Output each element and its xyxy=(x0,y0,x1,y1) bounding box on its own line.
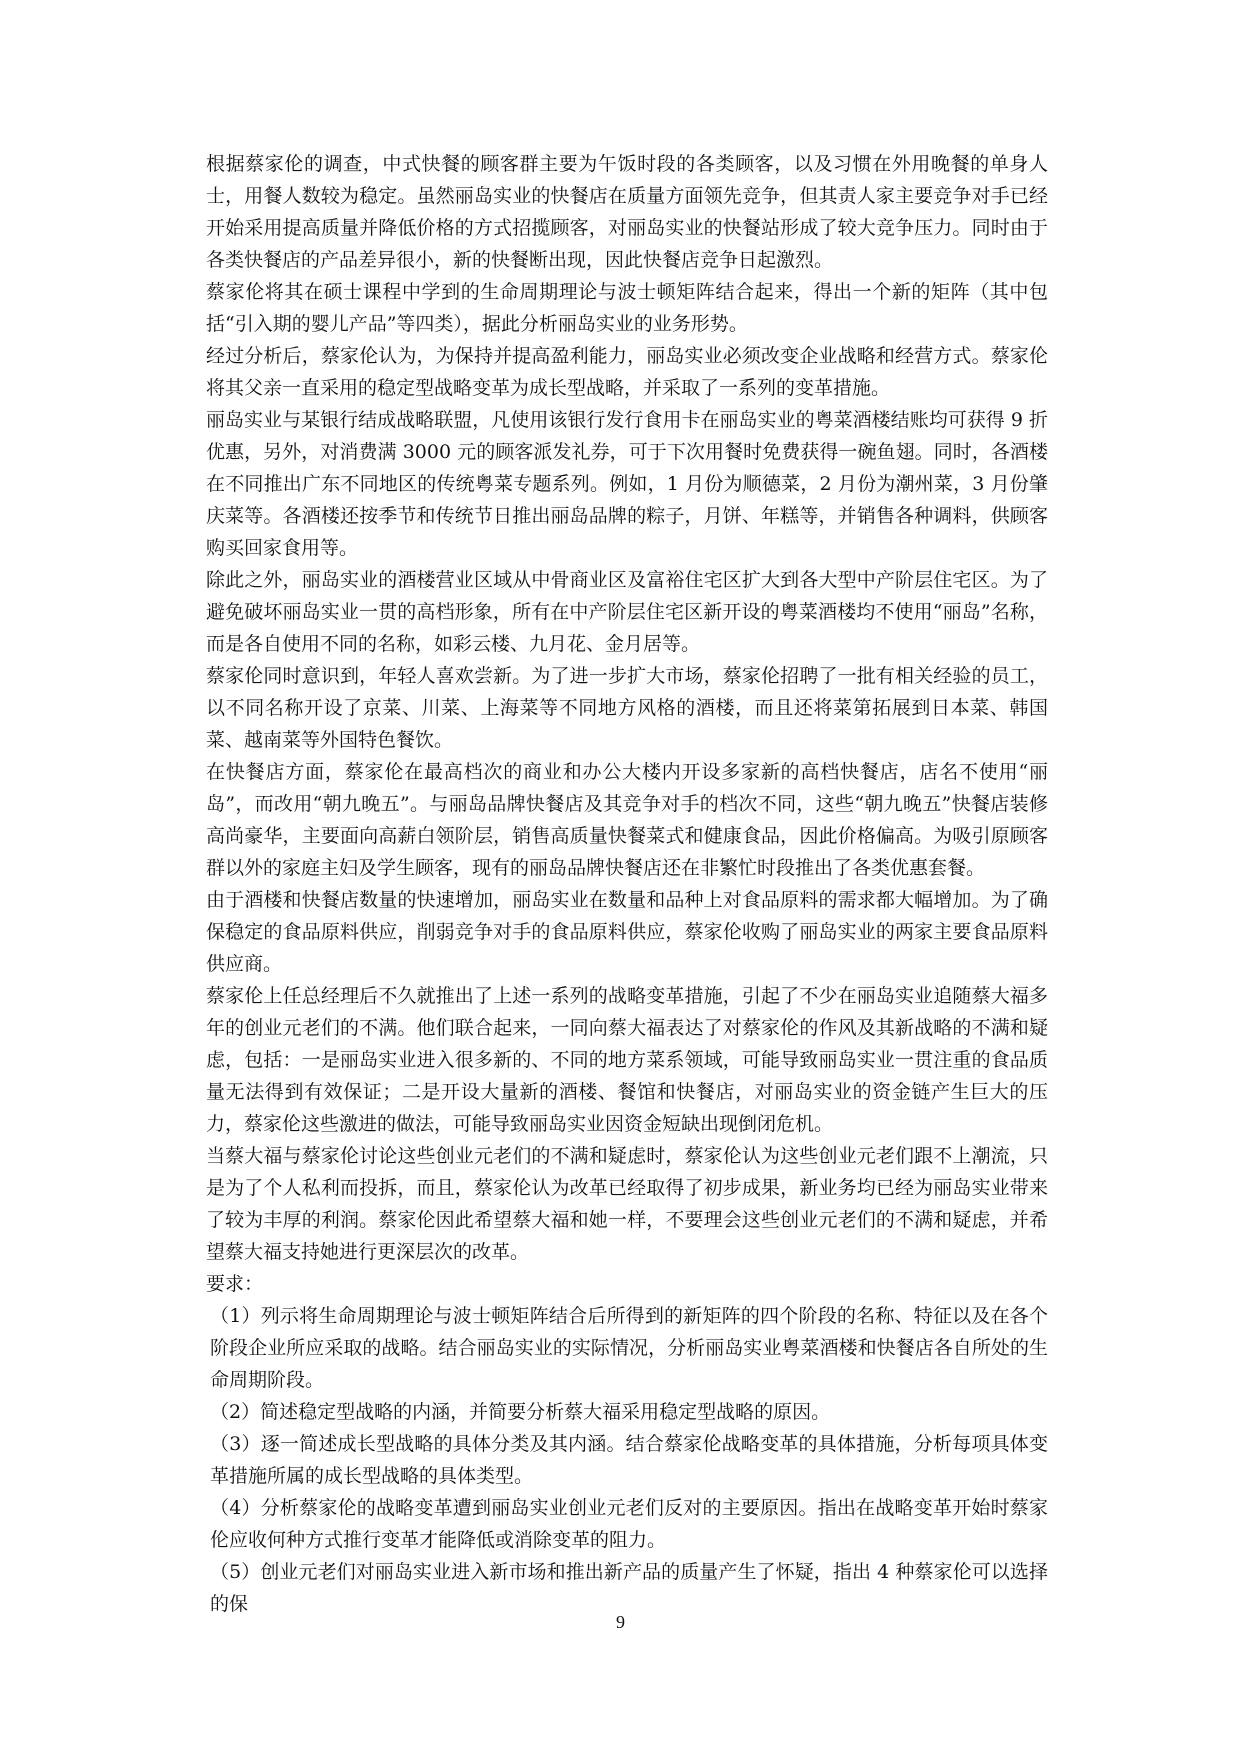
paragraph-new-cuisines: 蔡家伦同时意识到，年轻人喜欢尝新。为了进一步扩大市场，蔡家伦招聘了一批有相关经验的员工，以不同名称开设了京菜、川菜、上海菜等不同地方风格的酒楼，而且还将菜第拓展到日本菜、韩国菜、越南菜等外国特色餐饮。 xyxy=(206,665,1048,751)
paragraph-bank-alliance: 丽岛实业与某银行结成战略联盟，凡使用该银行发行食用卡在丽岛实业的粤菜酒楼结账均可获得 9 折优惠，另外，对消费满 3000 元的顾客派发礼券，可于下次用餐时免费获得一碗鱼翅。同时，各酒楼在不同推出广东不同地区的传统粤菜专题系列。例如，1 月份为顺德菜，2 月份为潮州菜，3 月份肇庆菜等。各酒楼还按季节和传统节日推出丽岛品牌的粽子，月饼、年糕等，并销售各种调料，供顾客购买回家食用等。 xyxy=(206,409,1048,559)
paragraph-expansion-area: 除此之外，丽岛实业的酒楼营业区域从中骨商业区及富裕住宅区扩大到各大型中产阶层住宅区。为了避免破坏丽岛实业一贯的高档形象，所有在中产阶层住宅区新开设的粤菜酒楼均不使用“丽岛”名称，而是各自使用不同的名称，如彩云楼、九月花、金月居等。 xyxy=(206,569,1048,655)
paragraph-matrix-analysis: 蔡家伦将其在硕士课程中学到的生命周期理论与波士顿矩阵结合起来，得出一个新的矩阵（其中包括“引入期的婴儿产品”等四类），据此分析丽岛实业的业务形势。 xyxy=(206,281,1048,335)
requirements-heading: 要求： xyxy=(206,1273,264,1295)
paragraph-strategy-change: 经过分析后，蔡家伦认为，为保持并提高盈利能力，丽岛实业必须改变企业战略和经营方式。蔡家伦将其父亲一直采用的稳定型战略变革为成长型战略，并采取了一系列的变革措施。 xyxy=(206,345,1048,399)
paragraph-fast-food: 在快餐店方面，蔡家伦在最高档次的商业和办公大楼内开设多家新的高档快餐店，店名不使用“丽岛”，而改用“朝九晚五”。与丽岛品牌快餐店及其竞争对手的档次不同，这些“朝九晚五”快餐店装修高尚豪华，主要面向高薪白领阶层，销售高质量快餐菜式和健康食品，因此价格偏高。为吸引原顾客群以外的家庭主妇及学生顾客，现有的丽岛品牌快餐店还在非繁忙时段推出了各类优惠套餐。 xyxy=(206,761,1048,879)
requirement-item-3: （3）逐一简述成长型战略的具体分类及其内涵。结合蔡家伦战略变革的具体措施，分析每项具体变革措施所属的成长型战略的具体类型。 xyxy=(210,1433,1048,1487)
requirement-item-5: （5）创业元老们对丽岛实业进入新市场和推出新产品的质量产生了怀疑，指出 4 种蔡家伦可以选择的保 xyxy=(210,1561,1048,1615)
paragraph-supplier-acquisition: 由于酒楼和快餐店数量的快速增加，丽岛实业在数量和品种上对食品原料的需求都大幅增加。为了确保稳定的食品原料供应，削弱竞争对手的食品原料供应，蔡家伦收购了丽岛实业的两家主要食品原料供应商。 xyxy=(206,889,1048,975)
requirement-item-4: （4）分析蔡家伦的战略变革遭到丽岛实业创业元老们反对的主要原因。指出在战略变革开始时蔡家伦应收何种方式推行变革才能降低或消除变革的阻力。 xyxy=(210,1497,1048,1551)
page-number: 9 xyxy=(616,1612,625,1632)
document-body xyxy=(206,148,1048,1620)
paragraph-founders-concerns: 蔡家伦上任总经理后不久就推出了上述一系列的战略变革措施，引起了不少在丽岛实业追随蔡大福多年的创业元老们的不满。他们联合起来，一同向蔡大福表达了对蔡家伦的作风及其新战略的不满和疑虑，包括：一是丽岛实业进入很多新的、不同的地方菜系领域，可能导致丽岛实业一贯注重的食品质量无法得到有效保证；二是开设大量新的酒楼、餐馆和快餐店，对丽岛实业的资金链产生巨大的压力，蔡家伦这些激进的做法，可能导致丽岛实业因资金短缺出现倒闭危机。 xyxy=(206,985,1048,1135)
requirement-item-2: （2）简述稳定型战略的内涵，并简要分析蔡大福采用稳定型战略的原因。 xyxy=(210,1401,831,1423)
requirement-item-1: （1）列示将生命周期理论与波士顿矩阵结合后所得到的新矩阵的四个阶段的名称、特征以及在各个阶段企业所应采取的战略。结合丽岛实业的实际情况，分析丽岛实业粤菜酒楼和快餐店各自所处的生命周期阶段。 xyxy=(210,1305,1048,1391)
paragraph-customer-analysis: 根据蔡家伦的调查，中式快餐的顾客群主要为午饭时段的各类顾客，以及习惯在外用晚餐的单身人士，用餐人数较为稳定。虽然丽岛实业的快餐店在质量方面领先竞争，但其责人家主要竞争对手已经开始采用提高质量并降低价格的方式招揽顾客，对丽岛实业的快餐站形成了较大竞争压力。同时由于各类快餐店的产品差异很小，新的快餐断出现，因此快餐店竞争日起激烈。 xyxy=(206,153,1048,271)
paragraph-discussion: 当蔡大福与蔡家伦讨论这些创业元老们的不满和疑虑时，蔡家伦认为这些创业元老们跟不上潮流，只是为了个人私利而投拆，而且，蔡家伦认为改革已经取得了初步成果，新业务均已经为丽岛实业带来了较为丰厚的利润。蔡家伦因此希望蔡大福和她一样，不要理会这些创业元老们的不满和疑虑，并希望蔡大福支持她进行更深层次的改革。 xyxy=(206,1145,1048,1263)
